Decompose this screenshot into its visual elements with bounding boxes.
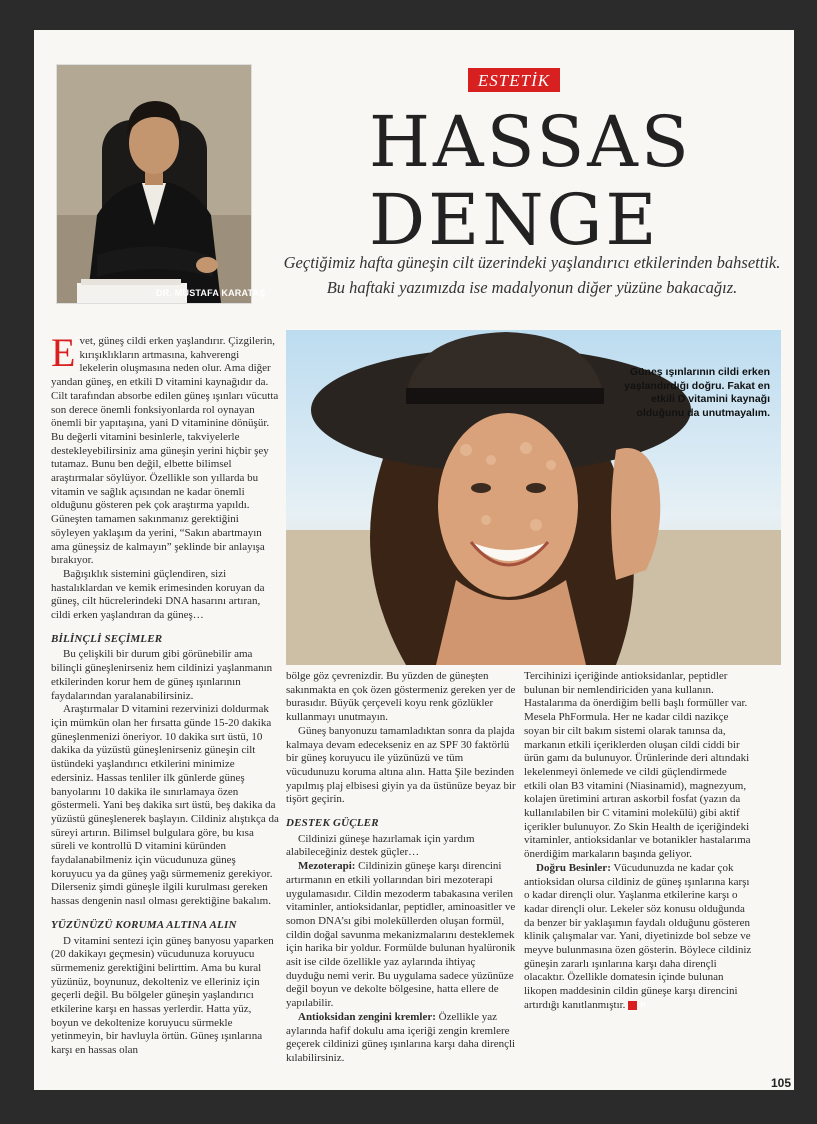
headline-line-2: DENGE [369, 179, 660, 261]
article-column-3 [524, 670, 752, 1013]
paragraph: bölge göz çevrenizdir. Bu yüzden de güneşten sakınmakta en çok özen göstermeniz gereken yer de burasıdır. Büyük çerçeveli koyu renk gözlükler kullanmayı unutmayın. [286, 670, 516, 724]
paragraph-dogru-besinler [524, 862, 752, 1013]
paragraph-text: Cildinizin güneşe karşı direncini artırmanın en etkili yollarından biri mezoterapi uygulamasıdır. Cildin mezoderm tabakasına verilen vitaminler, antioksidanlar, peptidler, aminoasitler ve somon DNA’sı gibi moleküllerden oluşan formül, cildin doğal savunma mekanizmalarını desteklemek için harika bir yoldur. Formülde bulunan hyalüronik asit ise cilde özellikle yaz aylarında ihtiyaç duyduğu nemi verir. Bu uygulama sadece yüzünüze değil boyun ve dekolte bölgesine, hatta ellere de yapılabilir. [286, 860, 516, 1010]
hero-photo [286, 330, 781, 665]
paragraph: D vitamini sentezi için güneş banyosu yaparken (20 dakikayı geçmesin) vücudunuza koruyucu sürmemeniz gerektiğini belirttim. Ama bu kural yüzünüz, boynunuz, dekolteniz ve elleriniz için geçerli değil. Bu bölgeler güneşin yaşlandırıcı etkilerine karşı en hassas yerlerdir. Hatta yüz, boyun ve dekoltenize koruyucu sürmekle yetinmeyin, bir havluyla örtün. Güneş ışınlarına karşı en hassas olan [51, 934, 274, 1057]
paragraph-text: Özellikle yaz aylarında hafif dokulu ama içeriği zengin kremlere geçerek cildinizi güneş ışınlarına karşı daha dirençli kılabilirsiniz. [286, 1010, 516, 1064]
article-column-1 [51, 330, 279, 1058]
page-number: 105 [771, 1076, 792, 1090]
author-caption: DR. MUSTAFA KARATAŞ [156, 288, 266, 298]
paragraph-text: Vücudunuzda ne kadar çok antioksidan olursa cildiniz de güneş ışınlarına karşı o kadar dirençli olur. Yaşlanma etkilerine karşı o kadar dirençli olur. Lekeler söz konusu olduğunda da benzer bir yaklaşımın faydalı olduğunu gösteren klinik çalışmalar var. Yani, diyetinizde bol sebze ve meyve bulunmasına özen gösterin. Böylece cildiniz güneşin zararlı ışınlarına karşı daha dirençli olacaktır. Özellikle domatesin içinde bulunan likopen maddesinin cildin güneşe karşı direncini artırdığı kanıtlanmıştır. [524, 861, 752, 1011]
paragraph: Bağışıklık sistemini güçlendiren, sizi hastalıklardan ve kemik erimesinden koruyan da güneş, cilt hücrelerindeki DNA hasarını artıran, cildi erken yaşlandıran da güneş… [51, 567, 265, 622]
paragraph-mezoterapi [286, 860, 516, 1011]
paragraph-text: vet, güneş cildi erken yaşlandırır. Çizgilerin, kırışıklıkların artmasına, kahverengi lekelerin oluşmasına neden olur. Ama diğer yandan güneş, en etkili D vitamini kaynağıdır da. Cilt tarafından absorbe edilen güneş ışınları vücutta son derece önemli fonksiyonlarda rol oynayan önemli bir yapıtaşına, yani D vitaminine dönüşür. Bu değerli vitamini besinlerle, takviyelerle destekleyebilirsiniz ama güneşin yerini hiçbir şey tutamaz. Bunu ben değil, elbette bilimsel araştırmalar söylüyor. Özellikle son yıllarda bu vitamin ve sağlık açısından ne kadar önemli olduğunu gösteren pek çok araştırma yapıldı. Güneşten tamamen sakınmanız gerektiğini söyleyen yaklaşım da yerini, “Sakın abartmayın ama güneşsiz de kalmayın” şeklinde bir anlayışa bırakıyor. [51, 335, 279, 567]
author-photo [56, 64, 252, 304]
inline-label: Antioksidan zengini kremler: [298, 1010, 436, 1023]
section-tag: ESTETİK [468, 68, 560, 92]
inline-label: Mezoterapi: [298, 860, 356, 873]
headline-line-1: HASSAS [369, 101, 692, 183]
opening-paragraph [51, 330, 279, 568]
subheading-yuzunuzu-koruma: YÜZÜNÜZÜ KORUMA ALTINA ALIN [51, 918, 237, 931]
magazine-page [34, 30, 794, 1090]
subheading-bilincli-secimler: BİLİNÇLİ SEÇİMLER [51, 632, 163, 645]
subheading-destek-gucler: DESTEK GÜÇLER [286, 817, 379, 830]
paragraph-antioksidan [286, 1011, 516, 1066]
article-column-2 [286, 670, 516, 1066]
drop-cap: E [51, 330, 76, 375]
paragraph: Araştırmalar D vitamini rezervinizi doldurmak için mümkün olan her fırsatta günde 15-20 dakika güneşlenmenizi öneriyor. 10 dakika sırt üstü, 10 dakika da yüzüstü güneşlenirseniz güneşin cilt üstündeki yaşlandırıcı etkilerini minimize edersiniz. Hassas tenliler ilk günlerde güneş banyolarını 10 dakika ile sınırlamaya özen göstermeli. Yani beş dakika sırt üstü, beş dakika da yüzüstü güneşlenerek başlayın. Cildiniz alıştıkça da süreyi artırın. Bilimsel bulgulara göre, bu kısa süreli ve kontrollü D vitamini küründen faydalanabilmeniz için vücudunuza güneş koruyucu ya da güneş yağı sürmemeniz gerekiyor. Dilerseniz şimdi güneşle ilgili kurulması gereken hassas dengenin nasıl olması gerektiğine bakalım. [51, 703, 279, 908]
paragraph: Cildinizi güneşe hazırlamak için yardım alabileceğiniz destek güçler… [286, 832, 475, 859]
end-mark-icon: H [628, 1001, 637, 1010]
paragraph: Bu çelişkili bir durum gibi görünebilir ama bilinçli güneşlenirseniz hem cildinizi yaşlanmanın etkilerinden korur hem de güneş ışınlarının faydalarından yaralanabilirsiniz. [51, 648, 273, 702]
inline-label: Doğru Besinler: [536, 861, 611, 874]
image-caption: Güneş ışınlarının cildi erken yaşlandırdığı doğru. Fakat en etkili D vitamini kaynağı olduğunu da unutmayalım. [624, 366, 770, 419]
author-portrait-illustration [57, 65, 251, 303]
paragraph: Güneş banyonuzu tamamladıktan sonra da plajda kalmaya devam edecekseniz en az SPF 30 faktörlü bir güneş koruyucu ile yüzünüzü ve tüm vücudunuzu koruma altına alın. Hatta Şile bezinden yapılmış plaj elbisesi giyin ya da üstünüze beyaz bir tişört geçirin. [286, 724, 516, 806]
paragraph: Tercihinizi içeriğinde antioksidanlar, peptidler bulunan bir nemlendiriciden yana kullanın. Hastalarıma da önerdiğim belli başlı formüller var. Mesela PhFormula. Her ne kadar cildi nazikçe soyan bir cilt bakım sistemi olarak tanınsa da, markanın etkili içeriklerden oluşan cildi ciddi bir ürün gamı da bulunuyor. Ürünlerinde deri altındaki lekelenmeyi önlemede ve cildi güçlendirmede etkili olan B3 vitamini (Niasinamid), magnezyum, kolajen üretimini artıran askorbil fosfat (yazın da kullanılabilen bir C vitamini molekülü) gibi aktif içerikler bulunuyor. Zo Skin Health de içeriğindeki vitaminler, antioksidanlar ve botanikler hastalarıma önerdiğim markaların başında geliyor. [524, 670, 751, 861]
intro-deck: Geçtiğimiz hafta güneşin cilt üzerindeki yaşlandırıcı etkilerinden bahsettik. Bu haftaki yazımızda ise madalyonun diğer yüzüne bakacağız. [283, 253, 781, 297]
